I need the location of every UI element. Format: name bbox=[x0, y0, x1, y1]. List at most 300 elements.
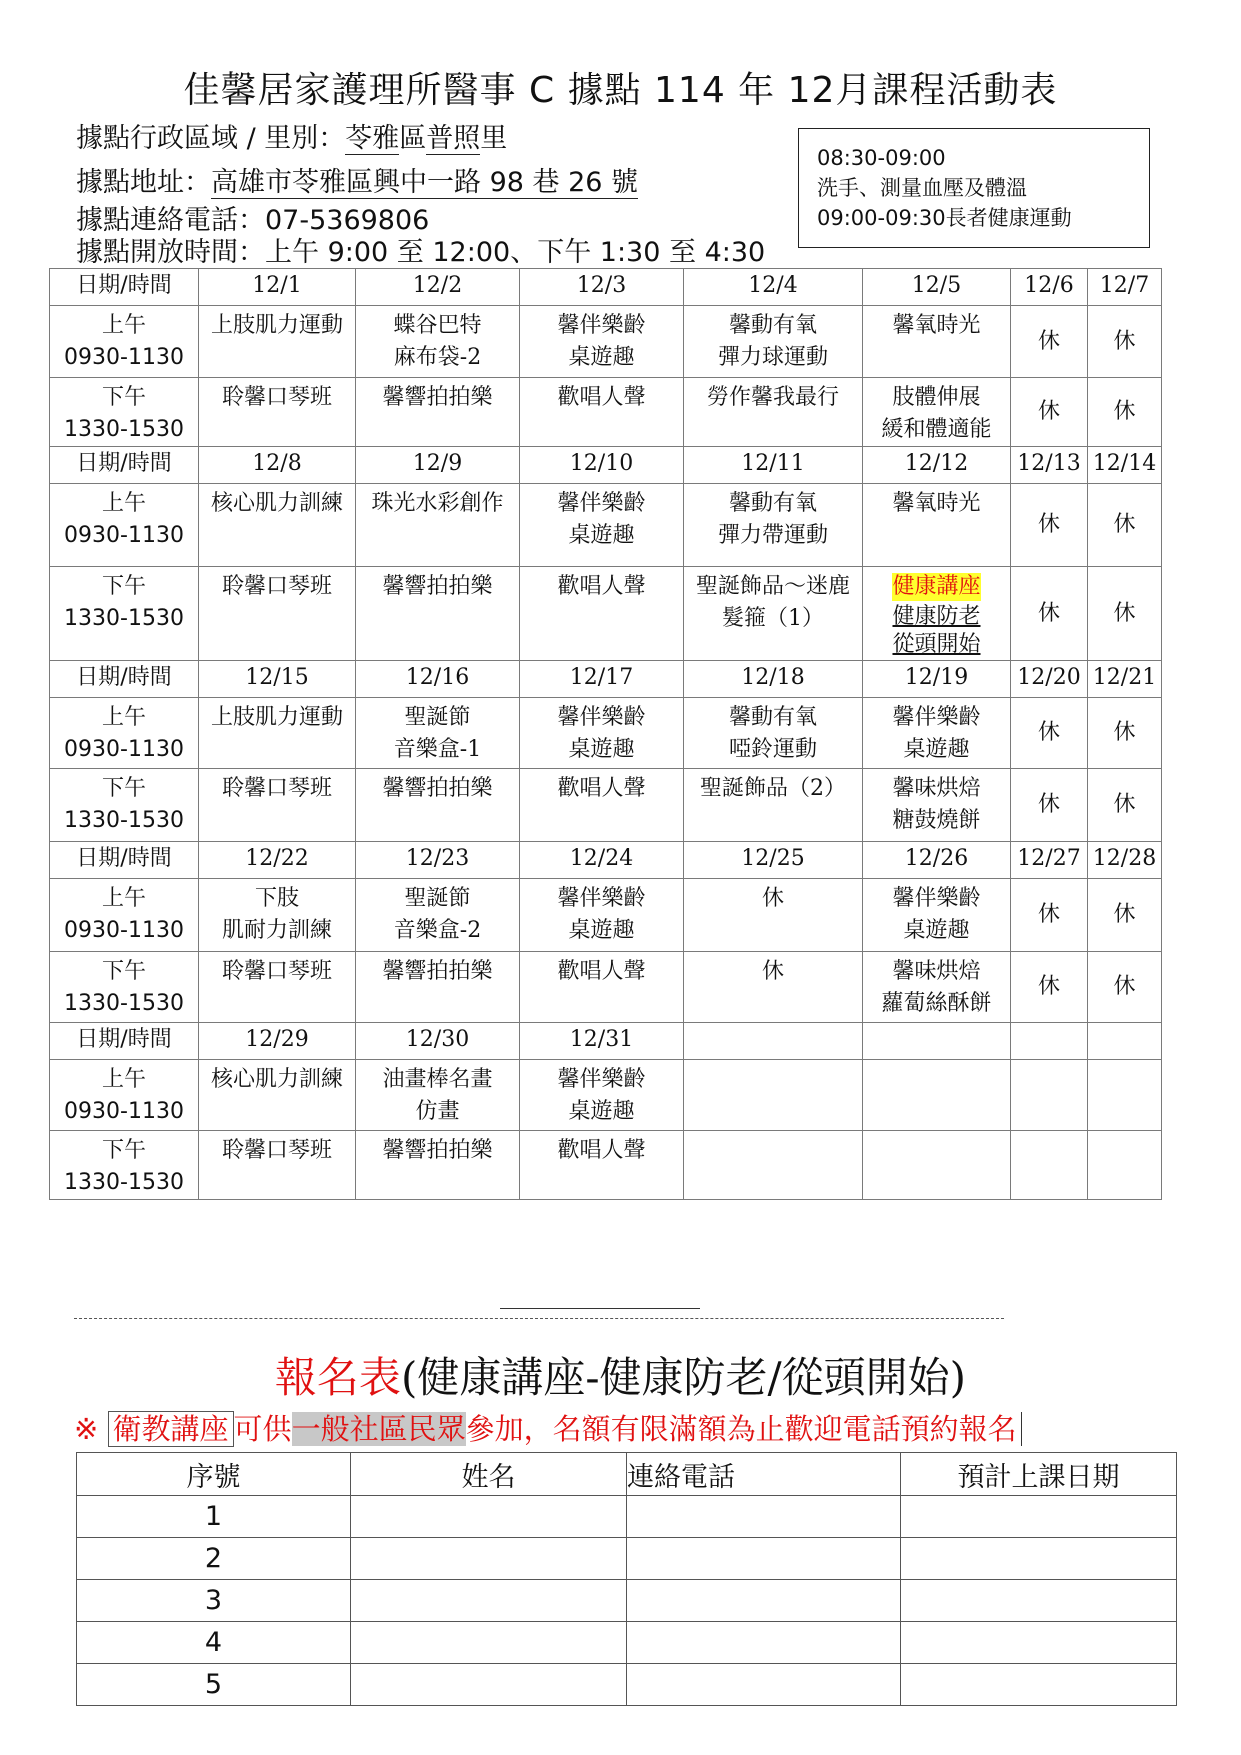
area-district-suffix: 區 bbox=[399, 123, 427, 154]
activity-cell bbox=[1088, 1060, 1162, 1131]
activity-cell bbox=[684, 1060, 863, 1131]
activity-text: 健康講座 bbox=[892, 574, 981, 599]
registration-row bbox=[77, 1496, 1177, 1538]
activity-cell bbox=[199, 1060, 356, 1131]
cut-line bbox=[74, 1318, 1004, 1319]
date-cell: 12/22 bbox=[199, 842, 356, 879]
activity-text: 蘿蔔絲酥餅 bbox=[881, 991, 992, 1016]
date-cell: 12/28 bbox=[1088, 842, 1162, 879]
activity-text: 歡唱人聲 bbox=[557, 574, 646, 599]
activity-text: 勞作馨我最行 bbox=[706, 385, 839, 410]
activity-text: 上肢肌力運動 bbox=[210, 705, 343, 730]
registration-blank-cell[interactable] bbox=[901, 1496, 1177, 1538]
pm-label: 下午 bbox=[101, 385, 146, 410]
activity-cell bbox=[1088, 698, 1162, 769]
pm-label: 下午 bbox=[101, 1138, 146, 1163]
separator-line bbox=[500, 1308, 700, 1309]
registration-header-cell: 姓名 bbox=[351, 1453, 627, 1496]
date-cell: 12/25 bbox=[684, 842, 863, 879]
hours-label: 據點開放時間： bbox=[76, 237, 265, 268]
date-cell: 12/5 bbox=[863, 269, 1011, 306]
note-boxed-text: 衛教講座 bbox=[108, 1411, 234, 1447]
activity-text: 歡唱人聲 bbox=[557, 776, 646, 801]
activity-text: 馨響拍拍樂 bbox=[382, 574, 493, 599]
activity-cell bbox=[1011, 952, 1088, 1023]
activity-text: 馨伴樂齡 bbox=[892, 705, 981, 730]
pm-time-label bbox=[50, 1131, 199, 1200]
activity-text: 桌遊趣 bbox=[568, 345, 635, 370]
date-cell bbox=[1088, 1023, 1162, 1060]
registration-blank-cell[interactable] bbox=[351, 1622, 627, 1664]
date-cell: 12/1 bbox=[199, 269, 356, 306]
activity-cell bbox=[356, 1131, 520, 1200]
am-time-label bbox=[50, 1060, 199, 1131]
pm-time: 1330-1530 bbox=[64, 417, 184, 442]
date-cell: 12/29 bbox=[199, 1023, 356, 1060]
activity-cell bbox=[684, 567, 863, 661]
date-row bbox=[50, 447, 1162, 484]
activity-cell bbox=[520, 1060, 684, 1131]
date-cell: 12/2 bbox=[356, 269, 520, 306]
date-cell: 12/7 bbox=[1088, 269, 1162, 306]
am-time: 0930-1130 bbox=[64, 345, 184, 370]
activity-cell bbox=[356, 952, 520, 1023]
activity-text: 休 bbox=[761, 959, 784, 984]
activity-text: 聖誕節 bbox=[404, 705, 471, 730]
activity-cell bbox=[1088, 484, 1162, 567]
phone-line bbox=[76, 204, 429, 238]
date-cell: 12/14 bbox=[1088, 447, 1162, 484]
activity-cell bbox=[684, 378, 863, 447]
phone-value: 07-5369806 bbox=[265, 205, 430, 236]
activity-text: 馨伴樂齡 bbox=[557, 313, 646, 338]
area-village-suffix: 里 bbox=[480, 123, 508, 154]
activity-text: 休 bbox=[1037, 974, 1060, 999]
date-cell: 12/4 bbox=[684, 269, 863, 306]
am-label: 上午 bbox=[101, 705, 146, 730]
am-row bbox=[50, 484, 1162, 567]
activity-cell bbox=[863, 879, 1011, 952]
activity-cell bbox=[199, 879, 356, 952]
activity-text: 馨動有氧 bbox=[728, 313, 817, 338]
pm-time-label bbox=[50, 769, 199, 842]
activity-text: 核心肌力訓練 bbox=[210, 1067, 343, 1092]
activity-text: 馨響拍拍樂 bbox=[382, 959, 493, 984]
activity-text: 麻布袋-2 bbox=[393, 345, 482, 370]
activity-cell bbox=[863, 567, 1011, 661]
activity-cell bbox=[684, 769, 863, 842]
pm-label: 下午 bbox=[101, 574, 146, 599]
date-cell: 12/9 bbox=[356, 447, 520, 484]
registration-header-cell: 連絡電話 bbox=[627, 1453, 901, 1496]
phone-label: 據點連絡電話： bbox=[76, 205, 265, 236]
activity-cell bbox=[684, 484, 863, 567]
activity-cell bbox=[863, 769, 1011, 842]
activity-cell bbox=[1011, 378, 1088, 447]
date-cell: 12/13 bbox=[1011, 447, 1088, 484]
activity-text: 上肢肌力運動 bbox=[210, 313, 343, 338]
registration-blank-cell[interactable] bbox=[627, 1580, 901, 1622]
activity-text: 休 bbox=[761, 886, 784, 911]
schedule-table bbox=[49, 268, 1162, 1200]
activity-text: 桌遊趣 bbox=[568, 1099, 635, 1124]
activity-text: 音樂盒-1 bbox=[393, 737, 482, 762]
activity-text: 歡唱人聲 bbox=[557, 959, 646, 984]
activity-text: 休 bbox=[1113, 512, 1136, 537]
activity-text: 音樂盒-2 bbox=[393, 918, 482, 943]
registration-note bbox=[74, 1408, 1174, 1450]
activity-text: 馨氧時光 bbox=[892, 491, 981, 516]
activity-cell bbox=[356, 698, 520, 769]
area-line bbox=[76, 122, 507, 156]
registration-blank-cell[interactable] bbox=[901, 1664, 1177, 1706]
hours-value: 上午 9:00 至 12:00、下午 1:30 至 4:30 bbox=[265, 237, 766, 268]
activity-cell bbox=[520, 769, 684, 842]
activity-text: 油畫棒名畫 bbox=[382, 1067, 493, 1092]
date-row bbox=[50, 269, 1162, 306]
page-title: 佳馨居家護理所醫事 C 據點 114 年 12月課程活動表 bbox=[183, 70, 1058, 111]
activity-text: 馨響拍拍樂 bbox=[382, 385, 493, 410]
registration-blank-cell[interactable] bbox=[351, 1664, 627, 1706]
area-label: 據點行政區域 / 里別： bbox=[76, 123, 346, 154]
activity-cell bbox=[863, 952, 1011, 1023]
activity-cell bbox=[356, 567, 520, 661]
am-time: 0930-1130 bbox=[64, 1099, 184, 1124]
note-text: 可供 bbox=[233, 1412, 292, 1446]
registration-serial: 5 bbox=[77, 1664, 351, 1706]
activity-text: 馨味烘焙 bbox=[892, 959, 981, 984]
date-row bbox=[50, 661, 1162, 698]
date-cell: 12/11 bbox=[684, 447, 863, 484]
am-time-label bbox=[50, 484, 199, 567]
activity-cell bbox=[863, 484, 1011, 567]
activity-text: 歡唱人聲 bbox=[557, 1138, 646, 1163]
note-mark: ※ bbox=[74, 1412, 99, 1446]
date-cell: 12/17 bbox=[520, 661, 684, 698]
note-gray-text: 一般社區民眾 bbox=[291, 1412, 466, 1446]
activity-cell bbox=[199, 306, 356, 378]
activity-cell bbox=[684, 952, 863, 1023]
date-time-label: 日期/時間 bbox=[50, 269, 199, 306]
activity-text: 聖誕節 bbox=[404, 886, 471, 911]
registration-header-cell: 預計上課日期 bbox=[901, 1453, 1177, 1496]
activity-text: 休 bbox=[1113, 328, 1136, 354]
am-label: 上午 bbox=[101, 491, 146, 516]
activity-text: 馨伴樂齡 bbox=[557, 705, 646, 730]
date-cell bbox=[1011, 1023, 1088, 1060]
pm-row bbox=[50, 567, 1162, 661]
address-line bbox=[76, 166, 638, 200]
activity-cell bbox=[1088, 769, 1162, 842]
pm-time: 1330-1530 bbox=[64, 808, 184, 833]
registration-title-red: 報名表 bbox=[274, 1353, 401, 1402]
activity-cell bbox=[684, 1131, 863, 1200]
activity-text: 健康防老 bbox=[892, 604, 981, 629]
date-cell: 12/31 bbox=[520, 1023, 684, 1060]
activity-cell bbox=[1088, 306, 1162, 378]
date-cell: 12/27 bbox=[1011, 842, 1088, 879]
registration-serial: 4 bbox=[77, 1622, 351, 1664]
activity-cell bbox=[1088, 378, 1162, 447]
registration-table bbox=[76, 1452, 1177, 1706]
activity-cell bbox=[356, 378, 520, 447]
date-cell: 12/18 bbox=[684, 661, 863, 698]
am-row bbox=[50, 879, 1162, 952]
date-cell: 12/26 bbox=[863, 842, 1011, 879]
date-cell: 12/23 bbox=[356, 842, 520, 879]
activity-text: 彈力帶運動 bbox=[717, 523, 828, 548]
activity-text: 聆馨口琴班 bbox=[221, 1138, 332, 1163]
pm-label: 下午 bbox=[101, 776, 146, 801]
activity-text: 休 bbox=[1037, 902, 1060, 927]
activity-cell bbox=[356, 484, 520, 567]
activity-text: 休 bbox=[1037, 328, 1060, 354]
activity-text: 聖誕飾品～迷鹿 bbox=[695, 574, 850, 599]
activity-cell bbox=[684, 698, 863, 769]
activity-text: 休 bbox=[1037, 792, 1060, 817]
activity-text: 馨伴樂齡 bbox=[892, 886, 981, 911]
activity-text: 核心肌力訓練 bbox=[210, 491, 343, 516]
activity-cell bbox=[356, 879, 520, 952]
pm-time-label bbox=[50, 378, 199, 447]
activity-text: 休 bbox=[1037, 512, 1060, 537]
pm-time-label bbox=[50, 567, 199, 661]
registration-blank-cell[interactable] bbox=[627, 1496, 901, 1538]
activity-text: 馨伴樂齡 bbox=[557, 886, 646, 911]
registration-blank-cell[interactable] bbox=[627, 1538, 901, 1580]
date-cell: 12/12 bbox=[863, 447, 1011, 484]
activity-text: 休 bbox=[1113, 902, 1136, 927]
activity-text: 馨響拍拍樂 bbox=[382, 776, 493, 801]
date-cell: 12/8 bbox=[199, 447, 356, 484]
activity-cell bbox=[1011, 484, 1088, 567]
morning-box-line: 洗手、測量血壓及體溫 bbox=[817, 176, 1027, 200]
activity-text: 啞鈴運動 bbox=[728, 737, 817, 762]
date-time-label: 日期/時間 bbox=[50, 1023, 199, 1060]
activity-text: 馨伴樂齡 bbox=[557, 491, 646, 516]
registration-serial: 1 bbox=[77, 1496, 351, 1538]
registration-title bbox=[0, 1345, 1241, 1405]
activity-text: 桌遊趣 bbox=[568, 737, 635, 762]
activity-cell bbox=[356, 769, 520, 842]
activity-cell bbox=[199, 484, 356, 567]
activity-text: 休 bbox=[1113, 600, 1136, 626]
activity-cell bbox=[1088, 1131, 1162, 1200]
registration-header-row bbox=[77, 1453, 1177, 1496]
activity-cell bbox=[863, 378, 1011, 447]
morning-box-line: 09:00-09:30長者健康運動 bbox=[817, 206, 1072, 230]
activity-text: 桌遊趣 bbox=[903, 737, 970, 762]
activity-text: 休 bbox=[1113, 399, 1136, 424]
activity-text: 桌遊趣 bbox=[903, 918, 970, 943]
activity-text: 下肢 bbox=[254, 886, 299, 911]
date-time-label: 日期/時間 bbox=[50, 661, 199, 698]
registration-row bbox=[77, 1664, 1177, 1706]
activity-cell bbox=[1011, 698, 1088, 769]
activity-cell bbox=[863, 306, 1011, 378]
activity-text: 休 bbox=[1037, 399, 1060, 424]
date-cell: 12/21 bbox=[1088, 661, 1162, 698]
pm-time: 1330-1530 bbox=[64, 991, 184, 1016]
registration-row bbox=[77, 1538, 1177, 1580]
activity-cell bbox=[520, 698, 684, 769]
activity-text: 休 bbox=[1113, 792, 1136, 817]
activity-cell bbox=[684, 879, 863, 952]
registration-blank-cell[interactable] bbox=[627, 1664, 901, 1706]
activity-text: 馨伴樂齡 bbox=[557, 1067, 646, 1092]
registration-blank-cell[interactable] bbox=[627, 1622, 901, 1664]
registration-row bbox=[77, 1580, 1177, 1622]
activity-cell bbox=[1011, 879, 1088, 952]
pm-time: 1330-1530 bbox=[64, 606, 184, 631]
activity-text: 休 bbox=[1113, 974, 1136, 999]
am-label: 上午 bbox=[101, 1067, 146, 1092]
am-label: 上午 bbox=[101, 886, 146, 911]
registration-blank-cell[interactable] bbox=[351, 1538, 627, 1580]
activity-text: 聆馨口琴班 bbox=[221, 776, 332, 801]
date-row bbox=[50, 1023, 1162, 1060]
date-time-label: 日期/時間 bbox=[50, 447, 199, 484]
note-text: 參加，名額有限滿額為止歡迎電話預約報名 bbox=[466, 1412, 1022, 1446]
area-village: 普照 bbox=[426, 123, 481, 154]
date-cell bbox=[684, 1023, 863, 1060]
area-district: 苓雅 bbox=[345, 123, 400, 154]
activity-cell bbox=[684, 306, 863, 378]
date-cell: 12/16 bbox=[356, 661, 520, 698]
pm-label: 下午 bbox=[101, 959, 146, 984]
registration-row bbox=[77, 1622, 1177, 1664]
activity-text: 休 bbox=[1113, 720, 1136, 745]
activity-cell bbox=[356, 306, 520, 378]
activity-cell bbox=[863, 698, 1011, 769]
pm-row bbox=[50, 952, 1162, 1023]
activity-text: 糖鼓燒餅 bbox=[892, 808, 981, 833]
activity-text: 馨味烘焙 bbox=[892, 776, 981, 801]
registration-blank-cell[interactable] bbox=[351, 1496, 627, 1538]
pm-time: 1330-1530 bbox=[64, 1170, 184, 1195]
activity-cell bbox=[520, 306, 684, 378]
am-time: 0930-1130 bbox=[64, 523, 184, 548]
activity-text: 桌遊趣 bbox=[568, 918, 635, 943]
am-row bbox=[50, 698, 1162, 769]
registration-blank-cell[interactable] bbox=[901, 1622, 1177, 1664]
activity-text: 彈力球運動 bbox=[717, 345, 828, 370]
activity-cell bbox=[199, 698, 356, 769]
activity-cell bbox=[520, 879, 684, 952]
pm-row bbox=[50, 769, 1162, 842]
registration-blank-cell[interactable] bbox=[901, 1538, 1177, 1580]
registration-serial: 2 bbox=[77, 1538, 351, 1580]
pm-time-label bbox=[50, 952, 199, 1023]
activity-cell bbox=[1011, 1060, 1088, 1131]
morning-box-line: 08:30-09:00 bbox=[817, 146, 946, 170]
activity-cell bbox=[1088, 879, 1162, 952]
activity-cell bbox=[863, 1060, 1011, 1131]
activity-cell bbox=[1011, 306, 1088, 378]
activity-cell bbox=[520, 484, 684, 567]
registration-header-cell: 序號 bbox=[77, 1453, 351, 1496]
activity-text: 聆馨口琴班 bbox=[221, 959, 332, 984]
activity-text: 馨動有氧 bbox=[728, 705, 817, 730]
activity-cell bbox=[199, 952, 356, 1023]
date-cell: 12/20 bbox=[1011, 661, 1088, 698]
activity-text: 髮箍（1） bbox=[722, 606, 824, 631]
date-cell: 12/15 bbox=[199, 661, 356, 698]
activity-cell bbox=[520, 567, 684, 661]
registration-serial: 3 bbox=[77, 1580, 351, 1622]
activity-text: 聆馨口琴班 bbox=[221, 574, 332, 599]
activity-text: 仿畫 bbox=[415, 1099, 460, 1124]
activity-cell bbox=[520, 952, 684, 1023]
activity-cell bbox=[199, 378, 356, 447]
am-row bbox=[50, 306, 1162, 378]
activity-text: 蝶谷巴特 bbox=[393, 313, 482, 338]
activity-text: 馨動有氧 bbox=[728, 491, 817, 516]
activity-text: 聆馨口琴班 bbox=[221, 385, 332, 410]
activity-text: 肌耐力訓練 bbox=[221, 918, 332, 943]
date-cell: 12/10 bbox=[520, 447, 684, 484]
activity-cell bbox=[520, 378, 684, 447]
registration-blank-cell[interactable] bbox=[351, 1580, 627, 1622]
address-value: 高雄市苓雅區興中一路 98 巷 26 號 bbox=[211, 167, 639, 198]
am-time-label bbox=[50, 698, 199, 769]
activity-cell bbox=[1088, 952, 1162, 1023]
pm-row bbox=[50, 1131, 1162, 1200]
activity-cell bbox=[199, 1131, 356, 1200]
date-cell bbox=[863, 1023, 1011, 1060]
activity-cell bbox=[520, 1131, 684, 1200]
activity-text: 緩和體適能 bbox=[881, 417, 992, 442]
activity-text: 休 bbox=[1037, 720, 1060, 745]
am-time-label bbox=[50, 306, 199, 378]
am-label: 上午 bbox=[101, 313, 146, 338]
activity-text: 肢體伸展 bbox=[892, 385, 981, 410]
registration-title-rest: (健康講座-健康防老/從頭開始) bbox=[400, 1353, 967, 1402]
activity-text: 聖誕飾品（2） bbox=[700, 776, 846, 801]
registration-blank-cell[interactable] bbox=[901, 1580, 1177, 1622]
activity-cell bbox=[199, 769, 356, 842]
hours-line bbox=[76, 236, 765, 270]
date-cell: 12/24 bbox=[520, 842, 684, 879]
date-row bbox=[50, 842, 1162, 879]
date-cell: 12/30 bbox=[356, 1023, 520, 1060]
activity-cell bbox=[863, 1131, 1011, 1200]
activity-text: 歡唱人聲 bbox=[557, 385, 646, 410]
pm-row bbox=[50, 378, 1162, 447]
date-cell: 12/19 bbox=[863, 661, 1011, 698]
date-cell: 12/6 bbox=[1011, 269, 1088, 306]
activity-text: 從頭開始 bbox=[892, 632, 981, 657]
am-time: 0930-1130 bbox=[64, 737, 184, 762]
activity-text: 珠光水彩創作 bbox=[371, 491, 504, 516]
address-label: 據點地址： bbox=[76, 167, 211, 198]
activity-text: 馨響拍拍樂 bbox=[382, 1138, 493, 1163]
am-time: 0930-1130 bbox=[64, 918, 184, 943]
am-time-label bbox=[50, 879, 199, 952]
date-cell: 12/3 bbox=[520, 269, 684, 306]
activity-cell bbox=[1088, 567, 1162, 661]
date-time-label: 日期/時間 bbox=[50, 842, 199, 879]
activity-text: 馨氧時光 bbox=[892, 313, 981, 338]
activity-text: 桌遊趣 bbox=[568, 523, 635, 548]
activity-text: 休 bbox=[1037, 600, 1060, 626]
activity-cell bbox=[356, 1060, 520, 1131]
activity-cell bbox=[199, 567, 356, 661]
activity-cell bbox=[1011, 1131, 1088, 1200]
am-row bbox=[50, 1060, 1162, 1131]
activity-cell bbox=[1011, 567, 1088, 661]
morning-routine-box bbox=[798, 128, 1150, 248]
